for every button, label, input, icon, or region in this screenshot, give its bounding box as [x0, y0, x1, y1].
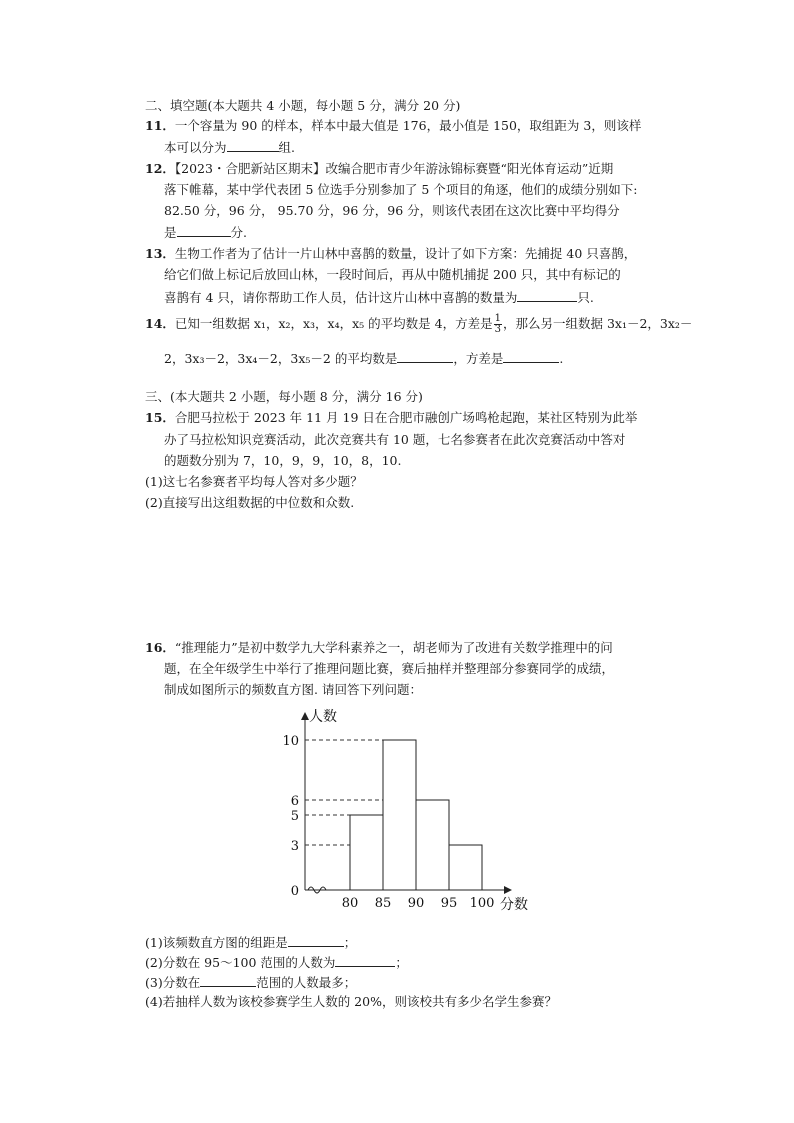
q13-line3 — [164, 287, 594, 307]
y-tick-label-10: 10 — [282, 734, 299, 749]
q14-mean-blank[interactable] — [397, 348, 453, 363]
q16-sub1-blank[interactable] — [288, 932, 344, 947]
section2-header: 二、填空题(本大题共 4 小题，每小题 5 分，满分 20 分) — [145, 98, 461, 113]
q13-answer-blank[interactable] — [517, 287, 577, 302]
q11-answer-blank[interactable] — [227, 137, 279, 152]
y-tick-label-5: 5 — [290, 809, 299, 824]
q16-sub1 — [145, 932, 356, 952]
x-tick-label-95: 95 — [440, 896, 458, 911]
q14-fraction — [494, 314, 502, 335]
q16-sub3 — [145, 972, 356, 992]
q13-text4: 只. — [577, 290, 594, 305]
q16-sub2-blank[interactable] — [335, 952, 395, 967]
q14-variance-blank[interactable] — [503, 348, 559, 363]
q12-text1: 【2023・合肥新站区期末】改编合肥市青少年游泳锦标赛暨“阳光体育运动”近期 — [174, 161, 614, 176]
q15-line3: 的题数分别为 7，10，9，9，10，8，10. — [164, 453, 402, 468]
q16-sub1-text: (1)该频数直方图的组距是 — [145, 935, 288, 950]
histogram-bar-95-100 — [449, 845, 482, 890]
q12-text5: 分. — [230, 225, 247, 240]
q14-text5: . — [559, 351, 564, 366]
fraction-numerator: 1 — [494, 313, 501, 324]
q12-answer-blank[interactable] — [177, 222, 231, 237]
q13-number: 13． — [145, 246, 175, 261]
q16-text1: “推理能力”是初中数学九大学科素养之一，胡老师为了改进有关数学推理中的问 — [174, 640, 613, 655]
q16-sub1-end: ； — [343, 935, 357, 950]
q16-sub2-end: ； — [395, 955, 408, 970]
q16-sub2 — [145, 952, 408, 972]
x-tick-label-100: 100 — [469, 896, 495, 911]
histogram-bar-90-95 — [416, 800, 449, 890]
q11-text2: 本可以分为 — [164, 140, 227, 155]
q15-line1 — [145, 409, 637, 427]
q12-line1 — [145, 160, 613, 178]
x-axis-label: 分数 — [500, 897, 528, 913]
x-tick-label-85: 85 — [374, 896, 392, 911]
y-tick-label-6: 6 — [290, 794, 299, 809]
x-tick-label-80: 80 — [341, 896, 359, 911]
section3-header: 三、(本大题共 2 小题，每小题 8 分，满分 16 分) — [145, 389, 423, 404]
q16-sub3-blank[interactable] — [200, 972, 256, 987]
fraction-denominator: 3 — [494, 324, 501, 335]
y-tick-label-3: 3 — [290, 839, 299, 854]
q14-number: 14． — [145, 316, 175, 331]
q15-sub1: (1)这七名参赛者平均每人答对多少题？ — [145, 474, 363, 489]
frequency-histogram — [270, 700, 550, 920]
q14-text3: 2，3x₃－2，3x₄－2，3x₅－2 的平均数是 — [164, 351, 398, 366]
q12-line3: 82.50 分，96 分， 95.70 分，96 分，96 分，则该代表团在这次比赛中平均得分 — [164, 203, 620, 218]
q14-text2: ，那么另一组数据 3x₁－2，3x₂－ — [502, 316, 693, 331]
q16-sub4: (4)若抽样人数为该校参赛学生人数的 20%，则该校共有多少名学生参赛？ — [145, 994, 557, 1009]
q12-line2: 落下帷幕，某中学代表团 5 位选手分别参加了 5 个项目的角逐，他们的成绩分别如下: — [164, 182, 638, 197]
q16-number: 16． — [145, 640, 175, 655]
y-tick-label-0: 0 — [290, 884, 299, 899]
q11-text1: 一个容量为 90 的样本，样本中最大值是 176，最小值是 150，取组距为 3，则该样 — [174, 118, 642, 133]
histogram-bar-80-85 — [350, 815, 383, 890]
q15-line2: 办了马拉松知识竞赛活动，此次竞赛共有 10 题，七名参赛者在此次竞赛活动中答对 — [164, 432, 626, 447]
q12-line4 — [164, 222, 247, 242]
q16-line1 — [145, 639, 613, 657]
q15-text1: 合肥马拉松于 2023 年 11 月 19 日在合肥市融创广场鸣枪起跑，某社区特别为此举 — [174, 410, 638, 425]
y-axis-label: 人数 — [309, 709, 337, 725]
q16-line3: 制成如图所示的频数直方图. 请回答下列问题： — [164, 682, 422, 697]
histogram-bar-85-90 — [383, 740, 416, 890]
q13-text3: 喜鹊有 4 只，请你帮助工作人员，估计这片山林中喜鹊的数量为 — [164, 290, 518, 305]
q16-line2: 题，在全年级学生中举行了推理问题比赛，赛后抽样并整理部分参赛同学的成绩， — [164, 661, 615, 676]
q14-line2 — [164, 348, 563, 368]
q16-sub3-end: 范围的人数最多； — [256, 975, 357, 990]
q16-sub2-text: (2)分数在 95～100 范围的人数为 — [145, 955, 336, 970]
q12-text4: 是 — [164, 225, 177, 240]
q13-line2: 给它们做上标记后放回山林，一段时间后，再从中随机捕捉 200 只，其中有标记的 — [164, 267, 621, 282]
q14-line1 — [145, 314, 692, 335]
q16-sub3-text: (3)分数在 — [145, 975, 201, 990]
q11-text3: 组. — [278, 140, 295, 155]
q11-line1 — [145, 117, 641, 135]
q15-sub2: (2)直接写出这组数据的中位数和众数. — [145, 495, 355, 510]
q11-number: 11． — [145, 118, 175, 133]
q13-text1: 生物工作者为了估计一片山林中喜鹊的数量，设计了如下方案：先捕捉 40 只喜鹊， — [174, 246, 637, 261]
q14-text4: ，方差是 — [453, 351, 504, 366]
q11-line2 — [164, 137, 295, 157]
x-tick-label-90: 90 — [407, 896, 425, 911]
q14-text1: 已知一组数据 x₁，x₂，x₃，x₄，x₅ 的平均数是 4，方差是 — [174, 316, 493, 331]
q12-number: 12． — [145, 161, 175, 176]
q15-number: 15． — [145, 410, 175, 425]
q13-line1 — [145, 245, 636, 263]
